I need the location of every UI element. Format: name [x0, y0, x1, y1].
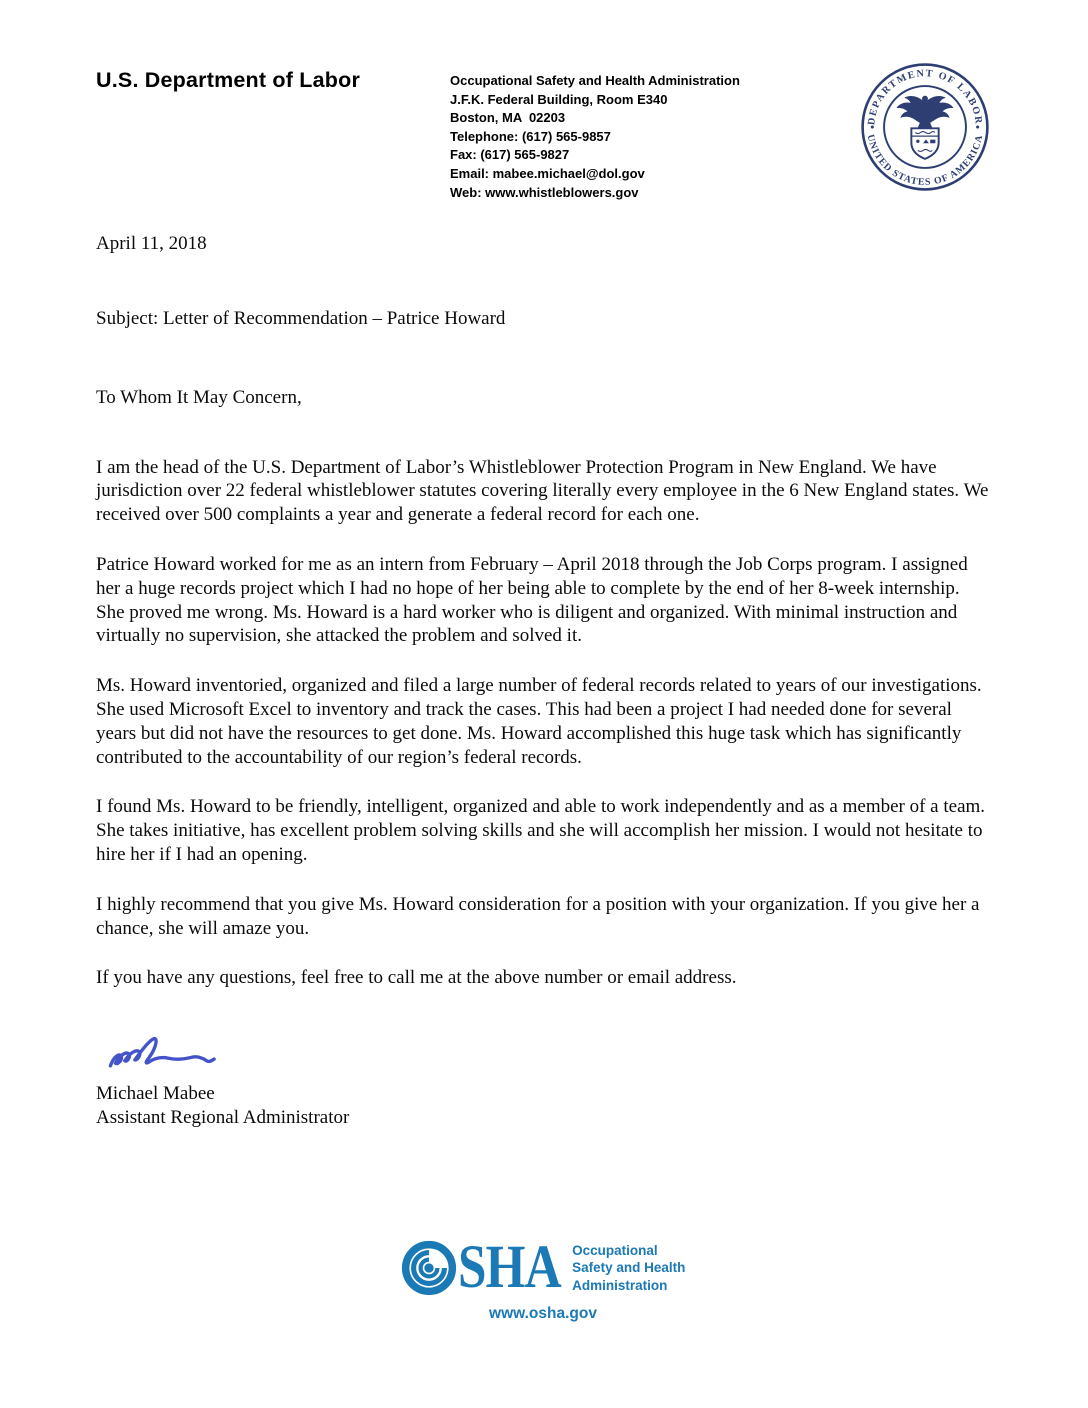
paragraph-recommendation: I highly recommend that you give Ms. Howard consideration for a position with your organization. If you give her a chance, she will amaze you.	[96, 893, 980, 939]
paragraph-qualities: I found Ms. Howard to be friendly, intelligent, organized and able to work independently and as a member of a team. She takes initiative, has excellent problem solving skills and she will accomplish her mission. I would not hesitate to hire her if I had an opening.	[96, 796, 986, 865]
osha-logo	[401, 1234, 686, 1302]
office-line-administration: Occupational Safety and Health Administration	[450, 73, 740, 88]
office-line-city: Boston, MA 02203	[450, 110, 566, 126]
date-line: April 11, 2018	[96, 233, 207, 255]
osha-website: www.osha.gov	[489, 1305, 597, 1323]
seal-eagle-icon	[896, 96, 953, 129]
office-line-email: Email: mabee.michael@dol.gov	[450, 165, 645, 181]
office-line-telephone: Telephone: (617) 565-9857	[450, 128, 611, 144]
dol-seal-icon	[860, 62, 990, 192]
seal-top-text: DEPARTMENT OF LABOR	[866, 68, 984, 126]
osha-footer	[96, 1234, 990, 1323]
agency-title: U.S. Department of Labor	[96, 68, 361, 92]
seal-bottom-text: UNITED STATES OF AMERICA	[864, 133, 986, 188]
paragraph-intro: I am the head of the U.S. Department of Labor’s Whistleblower Protection Program in New England. We have jurisdiction over 22 federal whistleblower statutes covering literally every employee in the 6 New England states. We received over 500 complaints a year and generate a federal record for each one.	[96, 456, 989, 526]
office-contact-block	[450, 60, 860, 202]
letterhead	[96, 60, 990, 202]
osha-logo-letters: SHA	[457, 1234, 561, 1302]
osha-tagline-line: Occupational	[572, 1242, 658, 1258]
osha-o-swirl-icon	[401, 1240, 457, 1296]
subject-line: Subject: Letter of Recommendation – Patrice Howard	[96, 307, 506, 329]
handwritten-signature	[102, 1030, 220, 1078]
osha-tagline-line: Safety and Health	[572, 1260, 686, 1276]
osha-tagline-line: Administration	[572, 1277, 668, 1293]
office-line-fax: Fax: (617) 565-9827	[450, 147, 570, 163]
office-line-web: Web: www.whistleblowers.gov	[450, 184, 639, 200]
osha-tagline	[572, 1242, 685, 1295]
paragraph-internship: Patrice Howard worked for me as an intern from February – April 2018 through the Job Corps program. I assigned her a huge records project which I had no hope of her being able to complete by the end of her 8-week internship. She proved me wrong. Ms. Howard is a hard worker who is diligent and organized. With minimal instruction and virtually no supervision, she attacked the problem and solved it.	[96, 553, 968, 647]
signer-name: Michael Mabee	[96, 1083, 215, 1105]
seal-shield-icon	[911, 128, 938, 159]
salutation: To Whom It May Concern,	[96, 386, 302, 408]
paragraph-contact: If you have any questions, feel free to call me at the above number or email address.	[96, 967, 737, 989]
office-line-building: J.F.K. Federal Building, Room E340	[450, 91, 668, 107]
paragraph-accomplishment: Ms. Howard inventoried, organized and filed a large number of federal records related to years of our investigations. She used Microsoft Excel to inventory and track the cases. This had been a project I had needed done for several years but did not have the resources to get done. Ms. Howard accomplished this huge task which has significantly contributed to the accountability of our region’s federal records.	[96, 675, 982, 768]
signer-title: Assistant Regional Administrator	[96, 1107, 350, 1129]
letter-body	[96, 232, 990, 1130]
